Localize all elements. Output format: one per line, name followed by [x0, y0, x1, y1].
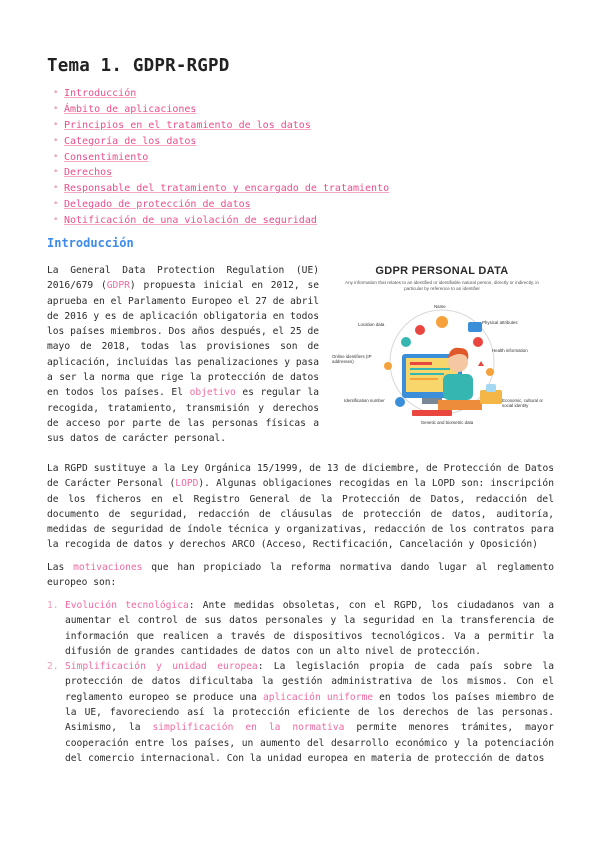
toc-link-consentimiento[interactable]: Consentimiento: [64, 151, 149, 163]
motivation-title: Evolución tecnológica: [65, 600, 189, 611]
highlight-motivaciones: motivaciones: [73, 562, 143, 573]
intro-paragraph-1: [47, 263, 319, 447]
toc-item: [50, 102, 389, 118]
motivation-title: Simplificación y unidad europea: [65, 661, 258, 673]
list-number: 1.: [47, 600, 59, 611]
intro-paragraph-3: [47, 560, 554, 591]
toc-item: [50, 197, 389, 213]
text-run: La General Data Protection Regulation (UE) 2016/679 (: [47, 265, 319, 292]
toc-link-ambito[interactable]: Ámbito de aplicaciones: [64, 103, 197, 115]
highlight-aplicacion-uniforme: aplicación uniforme: [262, 691, 374, 703]
label-online: Online identifiers (IP addresses): [332, 354, 372, 365]
toc-link-derechos[interactable]: Derechos: [64, 167, 113, 179]
toc-item: [50, 181, 389, 197]
label-identification: Identification number: [344, 398, 385, 403]
text-run: Las: [47, 562, 74, 573]
list-number: 2.: [47, 661, 59, 673]
toc-item: [50, 86, 389, 102]
infographic-title: GDPR PERSONAL DATA: [375, 265, 509, 277]
text-run: en todos los países miembro de la UE, favoreciendo así la protección eficiente de los derechos de las personas. Asimismo, la: [65, 691, 554, 734]
page-title: Tema 1. GDPR-RGPD: [47, 56, 230, 76]
laptop-icon: [438, 400, 482, 410]
toc-link-delegado[interactable]: Delegado de protección de datos: [64, 199, 251, 211]
table-of-contents: [50, 86, 389, 229]
toc-link-notificacion[interactable]: Notificación de una violación de seguridad: [64, 215, 317, 227]
toc-item: [50, 118, 389, 134]
toc-link-introduccion[interactable]: Introducción: [64, 88, 137, 99]
highlight-objetivo: objetivo: [189, 387, 236, 399]
label-genetic: Genetic and biometric data: [420, 420, 474, 425]
toc-item: [50, 134, 389, 150]
label-physical: Physical attributes: [482, 320, 518, 325]
toc-link-principios[interactable]: Principios en el tratamiento de los datos: [64, 119, 311, 131]
text-run: es regular la recogida, tratamiento, transmisión y derechos de acceso por parte de las personas físicas a sus datos de carácter personal.: [47, 387, 319, 445]
text-run: La RGPD sustituye a la Ley Orgánica 15/1999, de 13 de diciembre, de Protección de Datos de Carácter Personal (: [47, 463, 554, 490]
toc-link-responsable[interactable]: Responsable del tratamiento y encargado de tratamiento: [64, 183, 390, 195]
toc-item: [50, 150, 389, 166]
toc-item: [50, 165, 389, 181]
label-economic: Economic, cultural or social identity: [502, 398, 543, 409]
gdpr-personal-data-infographic: [330, 262, 554, 442]
label-health: Health information: [492, 348, 528, 353]
toc-link-categoria[interactable]: Categoría de los datos: [64, 135, 197, 147]
motivation-item: [47, 659, 554, 766]
health-icon: [473, 337, 483, 347]
highlight-gdpr: GDPR: [106, 280, 130, 292]
name-icon: [436, 316, 448, 328]
id-card-icon: [468, 322, 482, 332]
toc-item: [50, 213, 389, 229]
motivations-list: [47, 598, 554, 766]
intro-paragraph-2: [47, 461, 554, 553]
text-run: que han propiciado la reforma normativa dando lugar al reglamento europeo son:: [47, 562, 554, 589]
highlight-lopd: LOPD: [175, 478, 199, 490]
text-run: ) propuesta inicial en 2012, se aprueba en el Parlamento Europeo el 27 de abril de 2016 y es de aplicación obligatoria en todos los países miembros. Dos años después, el 25 de mayo de 2018, todas las provisiones son de aplicación, incluidas las penalizaciones y pasa a ser la norma que rige la protección de datos en todos los países. El: [47, 280, 319, 399]
motivation-item: [47, 598, 554, 659]
text-run: : Ante medidas obsoletas, con el RGPD, los ciudadanos van a aumentar el control de sus datos personales y la seguridad en la transferencia de información que realicen a través de dispositivos tecnológicos. Va a permitir la difusión de grandes cantidades de datos con un alto nivel de protección.: [65, 600, 555, 657]
section-heading-introduccion: Introducción: [47, 236, 134, 250]
label-name: Name: [434, 304, 446, 309]
text-run: permite menores trámites, mayor cooperación entre los países, un aumento del desarrollo económico y la potenciación del comercio internacional. Con la unidad europea en materia de protección de datos: [65, 722, 554, 764]
text-run: ). Algunas obligaciones recogidas en la LOPD son: inscripción de los ficheros en el Registro General de la Protección de Datos, redacción del documento de seguridad, redacción de cláusulas de protección de datos, auditoría, medidas de seguridad de índole técnica y organizativas, redacción de los contratos para la recogida de datos y derechos ARCO (Acceso, Rectificación, Cancelación y Oposición): [47, 478, 554, 551]
highlight-simplificacion: simplificación en la normativa: [152, 722, 345, 734]
label-location: Location data: [358, 322, 385, 327]
infographic-subtitle: Any information that relates to an identified or identifiable natural person, directly or indirectly, in particular by reference to an identifier: [345, 280, 539, 291]
text-run: : La legislación propia de cada país sobre la protección de datos dificultaba la gestión administrativa de los mismos. Con el reglamento europeo se produce una: [65, 661, 554, 703]
